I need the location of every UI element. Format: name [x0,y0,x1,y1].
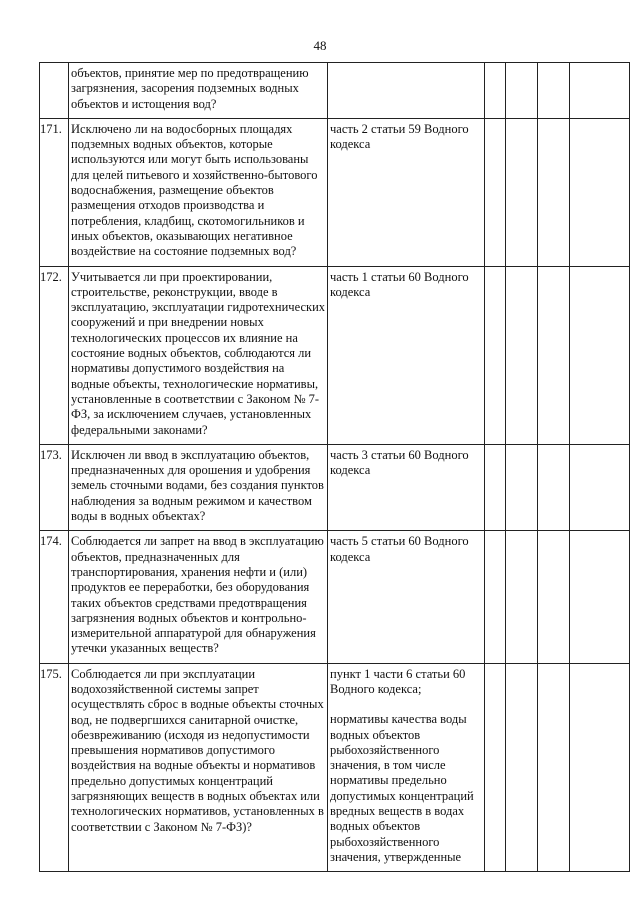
legal-basis-text: часть 5 статьи 60 Водного кодекса [330,534,469,564]
question-text: Соблюдается ли при эксплуатации водохозяйственной системы запрет осуществлять сброс в водные объекты сточных вод, не подвергшихся санитарной очистке, обезвреживанию (исходя из недопустимости превышения нормативов допустимого воздействия на водные объекты и нормативов предельно допустимых концентраций загрязняющих веществ в водных объектах или технологических нормативов, установленных в соответствии с Законом № 7-ФЗ)? [69,663,328,872]
answer-cell [506,118,538,266]
row-number: 175. [40,663,69,872]
answer-cell [485,663,506,872]
legal-basis-cell [328,444,485,530]
answer-cell [506,266,538,444]
question-text: объектов, принятие мер по предотвращению загрязнения, засорения подземных водных объектов и истощения вод? [69,63,328,119]
answer-cell [570,663,630,872]
table-row [40,663,630,872]
answer-cell [570,444,630,530]
row-number: 172. [40,266,69,444]
answer-cell [538,118,570,266]
table-row [40,63,630,119]
legal-basis-cell [328,118,485,266]
legal-basis-cell [328,63,485,119]
answer-cell [506,531,538,663]
checklist-table [39,62,630,872]
legal-basis-cell [328,663,485,872]
row-number: 174. [40,531,69,663]
legal-basis-text: часть 1 статьи 60 Водного кодекса [330,269,469,299]
answer-cell [506,444,538,530]
legal-basis-cell [328,531,485,663]
legal-basis-cell [328,266,485,444]
answer-cell [485,266,506,444]
answer-cell [570,531,630,663]
legal-basis-text: нормативы качества воды водных объектов рыбохозяйственного значения, в том числе нормативы предельно допустимых концентраций вредных веществ в водах водных объектов рыбохозяйственного значения, утвержденные [330,712,474,864]
answer-cell [485,444,506,530]
answer-cell [538,444,570,530]
answer-cell [570,63,630,119]
answer-cell [538,63,570,119]
question-text: Учитывается ли при проектировании, строительстве, реконструкции, вводе в эксплуатацию, эксплуатации гидротехнических сооружений и при внедрении новых технологических процессов их влияние на состояние водных объектов, соблюдаются ли нормативы допустимого воздействия на водные объекты, технологические нормативы, установленные в соответствии с Законом № 7-ФЗ, за исключением случаев, установленных федеральными законами? [69,266,328,444]
answer-cell [538,663,570,872]
table-row [40,444,630,530]
answer-cell [506,663,538,872]
page-number: 48 [313,38,327,53]
legal-basis-text: пункт 1 части 6 статьи 60 Водного кодекса; [330,666,466,696]
legal-basis-text: часть 2 статьи 59 Водного кодекса [330,121,469,152]
row-number: 171. [40,118,69,266]
question-text: Исключено ли на водосборных площадях подземных водных объектов, которые используются или могут быть использованы для целей питьевого и хозяйственно-бытового водоснабжения, размещение объектов размещения отходов производства и потребления, кладбищ, скотомогильников и иных объектов, оказывающих негативное воздействие на состояние подземных вод? [69,118,328,266]
answer-cell [485,63,506,119]
question-text: Соблюдается ли запрет на ввод в эксплуатацию объектов, предназначенных для транспортирования, хранения нефти и (или) продуктов ее переработки, без оборудования таких объектов средствами предотвращения загрязнения водных объектов и контрольно-измерительной аппаратурой для обнаружения утечки указанных веществ? [69,531,328,663]
table-row [40,531,630,663]
row-number: 173. [40,444,69,530]
answer-cell [538,531,570,663]
answer-cell [485,118,506,266]
answer-cell [570,118,630,266]
row-number [40,63,69,119]
legal-basis-text: часть 3 статьи 60 Водного кодекса [330,447,469,478]
table-row [40,266,630,444]
question-text: Исключен ли ввод в эксплуатацию объектов, предназначенных для орошения и удобрения земель сточными водами, без создания пунктов наблюдения за водным режимом и качеством воды в водных объектах? [69,444,328,530]
answer-cell [506,63,538,119]
table-row [40,118,630,266]
answer-cell [485,531,506,663]
answer-cell [538,266,570,444]
answer-cell [570,266,630,444]
